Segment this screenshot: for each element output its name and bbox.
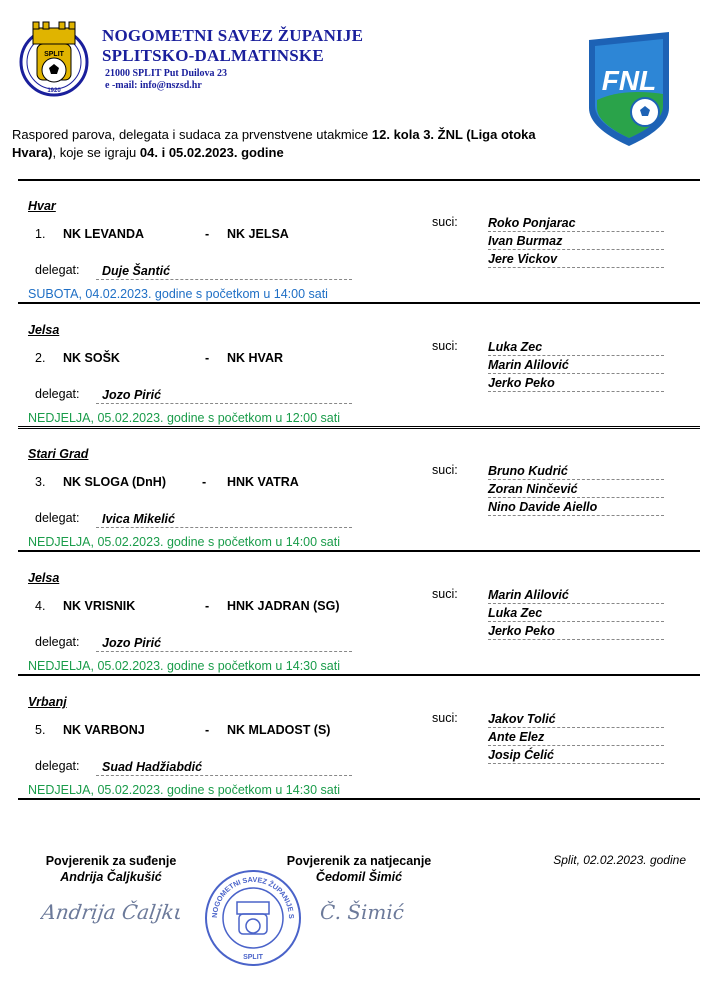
match-place: Jelsa [28,571,60,585]
versus-dash: - [205,227,210,241]
away-team: HNK JADRAN (SG) [227,599,340,613]
match-datetime: NEDJELJA, 05.02.2023. godine s početkom u 14:00 sati [28,535,340,549]
match-datetime: SUBOTA, 04.02.2023. godine s početkom u 14:00 sati [28,287,328,301]
match-number: 1. [35,227,46,241]
home-team: NK LEVANDA [63,227,145,241]
match-datetime: NEDJELJA, 05.02.2023. godine s početkom u 12:00 sati [28,411,340,425]
divider [18,426,700,430]
referee-name: Bruno Kudrić [488,464,664,480]
delegate-label: delegat: [35,511,80,525]
divider [18,302,700,304]
delegate-name: Ivica Mikelić [96,512,352,528]
referee-name: Luka Zec [488,340,664,356]
away-team: NK HVAR [227,351,284,365]
versus-dash: - [205,351,210,365]
delegate-label: delegat: [35,635,80,649]
match-place: Hvar [28,199,56,213]
match-datetime: NEDJELJA, 05.02.2023. godine s početkom u 14:30 sati [28,659,340,673]
away-team: NK JELSA [227,227,289,241]
org-email: e -mail: info@nszsd.hr [105,80,202,91]
referees-label: suci: [432,587,458,601]
referee-name: Jerko Peko [488,624,664,640]
footer-mid-name: Čedomil Šimić [315,870,403,884]
intro-round: 12. kola 3. ŽNL (Liga otoka Hvara) [12,127,536,160]
fnl-logo [583,28,675,150]
referee-name: Luka Zec [488,606,664,622]
crest-logo [15,14,93,100]
delegate-name: Jozo Pirić [96,388,352,404]
referee-name: Jerko Peko [488,376,664,392]
footer-left-name: Andrija Čaljkušić [60,870,162,884]
stamp-city: SPLIT [243,954,263,961]
home-team: NK VARBONJ [63,723,145,737]
referee-name: Zoran Ninčević [488,482,664,498]
org-name-line2: SPLITSKO-DALMATINSKE [102,46,324,65]
delegate-label: delegat: [35,387,80,401]
divider [18,179,700,181]
intro-text-b: , koje se igraju [52,145,140,160]
referee-name: Jakov Tolić [488,712,664,728]
signature-mid-text: Č. Šimić [320,900,404,924]
delegate-name: Duje Šantić [96,264,352,280]
home-team: NK SLOGA (DnH) [63,475,166,489]
referee-name: Ivan Burmaz [488,234,664,250]
divider [18,674,700,676]
referee-name: Josip Ćelić [488,748,664,764]
referee-name: Roko Ponjarac [488,216,664,232]
match-place: Vrbanj [28,695,67,709]
crest-text: SPLIT [44,51,64,58]
referees-label: suci: [432,339,458,353]
stamp-text: NOGOMETNI SAVEZ ŽUPANIJE S [209,874,297,919]
referee-name: Ante Elez [488,730,664,746]
away-team: HNK VATRA [227,475,299,489]
referee-name: Nino Davide Aiello [488,500,664,516]
signature-left [40,895,180,934]
referee-name: Marin Alilović [488,588,664,604]
referees-label: suci: [432,463,458,477]
footer-left-title: Povjerenik za suđenje [45,854,177,868]
away-team: NK MLADOST (S) [227,723,331,737]
home-team: NK SOŠK [63,351,120,365]
crest-year: 1920 [47,88,61,94]
referee-name: Jere Vickov [488,252,664,268]
org-address: 21000 SPLIT Put Duilova 23 [105,68,228,79]
referee-name: Marin Alilović [488,358,664,374]
match-number: 4. [35,599,46,613]
divider [18,798,700,800]
referees-label: suci: [432,711,458,725]
delegate-label: delegat: [35,759,80,773]
signature-left-text: Andrija Čaljkušić [40,900,180,924]
intro-text-a: Raspored parova, delegata i sudaca za prvenstvene utakmice [12,127,372,142]
home-team: NK VRISNIK [63,599,136,613]
delegate-label: delegat: [35,263,80,277]
org-name-line1: NOGOMETNI SAVEZ ŽUPANIJE [102,26,364,45]
divider [18,550,700,552]
intro-paragraph [12,126,552,162]
match-number: 5. [35,723,46,737]
delegate-name: Jozo Pirić [96,636,352,652]
match-place: Stari Grad [28,447,89,461]
match-datetime: NEDJELJA, 05.02.2023. godine s početkom u 14:30 sati [28,783,340,797]
match-number: 3. [35,475,46,489]
match-number: 2. [35,351,46,365]
footer-mid-title: Povjerenik za natjecanje [286,854,432,868]
date-place: Split, 02.02.2023. godine [553,853,686,867]
referees-label: suci: [432,215,458,229]
delegate-name: Suad Hadžiabdić [96,760,352,776]
signature-mid [316,895,416,934]
versus-dash: - [205,723,210,737]
fnl-logo-text: FNL [601,65,657,96]
versus-dash: - [202,475,207,489]
official-stamp [203,868,303,968]
intro-dates: 04. i 05.02.2023. godine [139,145,284,160]
versus-dash: - [205,599,210,613]
match-place: Jelsa [28,323,60,337]
